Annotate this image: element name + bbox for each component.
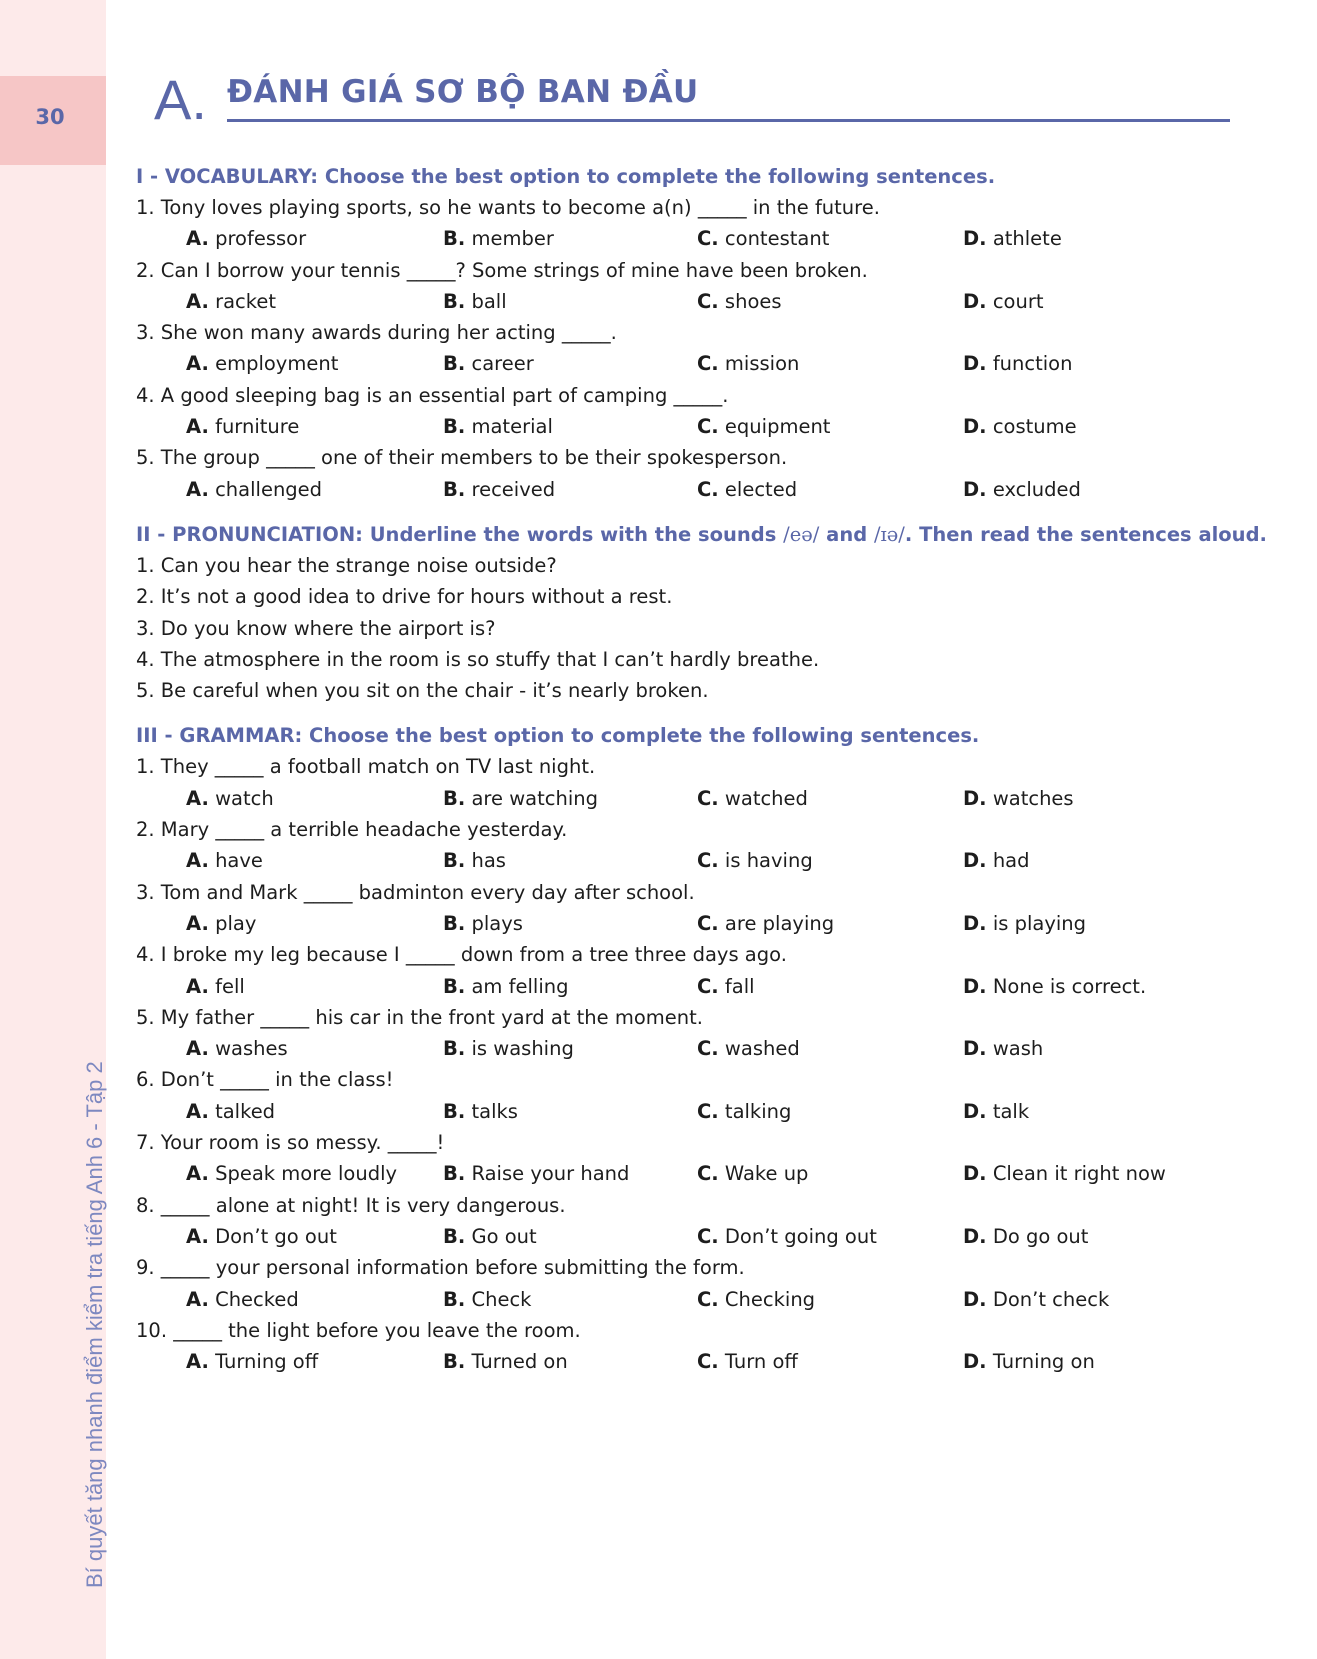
option-letter: C. — [697, 786, 719, 810]
option-b — [443, 348, 534, 379]
answer-options — [136, 411, 1236, 442]
option-letter: C. — [697, 415, 719, 439]
option-letter: B. — [443, 1162, 466, 1186]
option-text: washes — [215, 1037, 288, 1061]
answer-options — [136, 1346, 1236, 1377]
option-letter: B. — [443, 415, 466, 439]
answer-options — [136, 348, 1236, 379]
option-letter: C. — [697, 1287, 719, 1311]
option-letter: B. — [443, 1350, 466, 1374]
option-text: watch — [215, 786, 274, 810]
option-letter: D. — [963, 849, 987, 873]
option-letter: D. — [963, 911, 987, 935]
option-a — [186, 1158, 397, 1189]
answer-options — [136, 971, 1236, 1002]
option-letter: A. — [186, 1350, 209, 1374]
option-c — [697, 1221, 877, 1252]
option-letter: D. — [963, 786, 987, 810]
question-text: 7. Your room is so messy. _____! — [136, 1131, 445, 1155]
option-c — [697, 1284, 815, 1315]
option-text: washed — [724, 1037, 800, 1061]
option-text: costume — [992, 415, 1077, 439]
option-a — [186, 1096, 275, 1127]
option-a — [186, 845, 263, 876]
option-letter: A. — [186, 415, 209, 439]
option-text: equipment — [724, 415, 831, 439]
option-c — [697, 845, 813, 876]
option-letter: A. — [186, 974, 209, 998]
option-letter: B. — [443, 477, 466, 501]
option-text: is playing — [992, 911, 1087, 935]
option-c — [697, 1096, 791, 1127]
option-letter: C. — [697, 1162, 719, 1186]
option-letter: C. — [697, 974, 719, 998]
option-letter: B. — [443, 1037, 466, 1061]
option-text: talk — [992, 1099, 1030, 1123]
page-number: 30 — [35, 105, 65, 129]
option-letter: D. — [963, 352, 987, 376]
question-text: 6. Don’t _____ in the class! — [136, 1068, 394, 1092]
grammar-questions — [136, 751, 1236, 1377]
option-b — [443, 783, 598, 814]
answer-options — [136, 474, 1236, 505]
option-text: court — [992, 289, 1044, 313]
option-text: talks — [471, 1099, 518, 1123]
option-a — [186, 1346, 318, 1377]
option-text: play — [215, 911, 257, 935]
option-c — [697, 908, 834, 939]
answer-options — [136, 908, 1236, 939]
option-text: challenged — [215, 477, 323, 501]
option-letter: C. — [697, 1224, 719, 1248]
option-text: material — [471, 415, 553, 439]
option-letter: C. — [697, 352, 719, 376]
option-letter: A. — [186, 289, 209, 313]
option-d — [963, 1096, 1029, 1127]
pronunciation-heading-post: . Then read the sentences aloud. — [904, 522, 1267, 546]
option-letter: A. — [186, 227, 209, 251]
option-text: has — [471, 849, 506, 873]
option-letter: B. — [443, 227, 466, 251]
option-text: Don’t going out — [724, 1224, 877, 1248]
option-c — [697, 286, 782, 317]
option-text: are watching — [471, 786, 598, 810]
option-letter: A. — [186, 1099, 209, 1123]
answer-options — [136, 1096, 1236, 1127]
option-letter: B. — [443, 849, 466, 873]
option-text: Turning on — [992, 1350, 1095, 1374]
option-text: have — [215, 849, 263, 873]
option-text: function — [992, 352, 1073, 376]
sound-2: /ɪə/ — [873, 522, 905, 546]
option-letter: A. — [186, 849, 209, 873]
option-a — [186, 1033, 288, 1064]
question-text: 5. My father _____ his car in the front yard at the moment. — [136, 1005, 703, 1029]
option-text: excluded — [992, 477, 1081, 501]
answer-options — [136, 1221, 1236, 1252]
option-text: Raise your hand — [471, 1162, 630, 1186]
option-text: Go out — [471, 1224, 537, 1248]
option-text: Turned on — [471, 1350, 568, 1374]
question-text: 2. Mary _____ a terrible headache yesterday. — [136, 818, 568, 842]
option-letter: C. — [697, 477, 719, 501]
option-text: Checking — [724, 1287, 816, 1311]
pronunciation-heading — [136, 519, 1267, 550]
option-text: had — [992, 849, 1030, 873]
option-text: mission — [724, 352, 800, 376]
option-text: fell — [215, 974, 245, 998]
option-c — [697, 223, 829, 254]
answer-options — [136, 1033, 1236, 1064]
option-c — [697, 411, 830, 442]
option-b — [443, 1346, 568, 1377]
question-text: 4. I broke my leg because I _____ down from a tree three days ago. — [136, 943, 787, 967]
option-d — [963, 783, 1074, 814]
answer-options — [136, 783, 1236, 814]
option-letter: B. — [443, 352, 466, 376]
question-text: 10. _____ the light before you leave the room. — [136, 1318, 581, 1342]
option-a — [186, 1284, 299, 1315]
option-text: Turning off — [215, 1350, 319, 1374]
option-letter: C. — [697, 289, 719, 313]
option-text: Clean it right now — [992, 1162, 1166, 1186]
question-text: 1. They _____ a football match on TV last night. — [136, 755, 596, 779]
question-text: 4. A good sleeping bag is an essential part of camping _____. — [136, 383, 729, 407]
option-text: Don’t go out — [215, 1224, 337, 1248]
option-letter: C. — [697, 849, 719, 873]
option-d — [963, 1033, 1043, 1064]
option-text: Check — [471, 1287, 532, 1311]
option-b — [443, 223, 554, 254]
option-d — [963, 1158, 1166, 1189]
option-letter: B. — [443, 289, 466, 313]
option-letter: D. — [963, 1099, 987, 1123]
option-text: watches — [992, 786, 1074, 810]
option-text: elected — [724, 477, 798, 501]
option-c — [697, 783, 808, 814]
option-a — [186, 783, 274, 814]
option-text: talked — [215, 1099, 276, 1123]
option-letter: B. — [443, 974, 466, 998]
option-a — [186, 223, 306, 254]
option-text: watched — [724, 786, 808, 810]
option-letter: A. — [186, 1287, 209, 1311]
option-text: employment — [215, 352, 339, 376]
answer-options — [136, 845, 1236, 876]
option-b — [443, 474, 555, 505]
book-title-vertical: Bí quyết tăng nhanh điểm kiểm tra tiếng Anh 6 - Tập 2 — [82, 1061, 107, 1588]
option-letter: D. — [963, 227, 987, 251]
option-letter: A. — [186, 352, 209, 376]
option-d — [963, 1284, 1109, 1315]
option-text: fall — [724, 974, 755, 998]
option-a — [186, 971, 245, 1002]
option-text: Don’t check — [992, 1287, 1110, 1311]
option-d — [963, 1346, 1095, 1377]
option-letter: C. — [697, 227, 719, 251]
pronunciation-heading-mid: and — [819, 522, 874, 546]
pronunciation-heading-pre: II - PRONUNCIATION: Underline the words with the sounds — [136, 522, 784, 546]
option-letter: C. — [697, 1099, 719, 1123]
option-d — [963, 223, 1062, 254]
option-d — [963, 1221, 1088, 1252]
option-letter: D. — [963, 477, 987, 501]
pronunciation-sentence: 3. Do you know where the airport is? — [136, 616, 496, 640]
option-text: plays — [471, 911, 523, 935]
question-text: 1. Tony loves playing sports, so he wants to become a(n) _____ in the future. — [136, 196, 880, 219]
option-letter: D. — [963, 1350, 987, 1374]
option-letter: B. — [443, 786, 466, 810]
option-text: shoes — [724, 289, 782, 313]
option-c — [697, 1158, 808, 1189]
option-c — [697, 348, 799, 379]
option-c — [697, 1346, 798, 1377]
option-b — [443, 971, 568, 1002]
option-text: Speak more loudly — [215, 1162, 398, 1186]
option-b — [443, 908, 523, 939]
option-letter: A. — [186, 911, 209, 935]
option-letter: A. — [186, 477, 209, 501]
option-c — [697, 971, 755, 1002]
option-text: am felling — [471, 974, 569, 998]
option-text: wash — [992, 1037, 1044, 1061]
option-text: is having — [724, 849, 813, 873]
answer-options — [136, 286, 1236, 317]
question-text: 5. The group _____ one of their members to be their spokesperson. — [136, 446, 788, 470]
section-letter: A. — [154, 68, 207, 131]
option-text: ball — [471, 289, 507, 313]
pronunciation-sentences — [136, 550, 1236, 706]
option-d — [963, 411, 1077, 442]
option-letter: D. — [963, 415, 987, 439]
vocabulary-questions — [136, 192, 1236, 505]
option-letter: C. — [697, 1037, 719, 1061]
option-letter: D. — [963, 289, 987, 313]
option-b — [443, 845, 506, 876]
option-b — [443, 1158, 629, 1189]
answer-options — [136, 1284, 1236, 1315]
option-text: talking — [724, 1099, 792, 1123]
option-text: Do go out — [992, 1224, 1089, 1248]
option-a — [186, 474, 322, 505]
option-c — [697, 1033, 800, 1064]
option-letter: D. — [963, 1162, 987, 1186]
option-text: Wake up — [724, 1162, 809, 1186]
question-text: 3. She won many awards during her acting _____. — [136, 321, 617, 345]
option-text: member — [471, 227, 554, 251]
option-letter: B. — [443, 911, 466, 935]
option-a — [186, 908, 256, 939]
option-b — [443, 1221, 537, 1252]
option-b — [443, 286, 507, 317]
worksheet — [136, 161, 1267, 1377]
option-text: is washing — [471, 1037, 574, 1061]
option-text: None is correct. — [992, 974, 1147, 998]
option-b — [443, 1096, 518, 1127]
option-text: Turn off — [724, 1350, 798, 1374]
title-underline — [227, 119, 1230, 122]
option-a — [186, 286, 276, 317]
option-d — [963, 286, 1044, 317]
option-b — [443, 1033, 574, 1064]
question-text: 3. Tom and Mark _____ badminton every day after school. — [136, 880, 695, 904]
option-letter: B. — [443, 1099, 466, 1123]
pronunciation-sentence: 4. The atmosphere in the room is so stuffy that I can’t hardly breathe. — [136, 647, 820, 671]
option-letter: D. — [963, 974, 987, 998]
option-text: contestant — [724, 227, 830, 251]
option-text: career — [471, 352, 534, 376]
vocabulary-heading: I - VOCABULARY: Choose the best option to complete the following sentences. — [136, 165, 996, 188]
option-letter: B. — [443, 1224, 466, 1248]
pronunciation-sentence: 5. Be careful when you sit on the chair - it’s nearly broken. — [136, 679, 709, 703]
option-text: professor — [215, 227, 307, 251]
option-d — [963, 845, 1030, 876]
option-letter: A. — [186, 1162, 209, 1186]
question-text: 9. _____ your personal information before submitting the form. — [136, 1256, 745, 1280]
option-d — [963, 908, 1086, 939]
option-letter: D. — [963, 1287, 987, 1311]
section-title: ĐÁNH GIÁ SƠ BỘ BAN ĐẦU — [227, 74, 699, 110]
option-text: racket — [215, 289, 277, 313]
option-letter: D. — [963, 1037, 987, 1061]
option-a — [186, 1221, 337, 1252]
option-letter: C. — [697, 911, 719, 935]
option-letter: B. — [443, 1287, 466, 1311]
option-d — [963, 474, 1081, 505]
answer-options — [136, 1158, 1236, 1189]
option-text: are playing — [724, 911, 835, 935]
option-d — [963, 971, 1146, 1002]
option-letter: D. — [963, 1224, 987, 1248]
option-a — [186, 348, 338, 379]
pronunciation-sentence: 1. Can you hear the strange noise outside? — [136, 553, 557, 577]
option-d — [963, 348, 1072, 379]
option-letter: A. — [186, 786, 209, 810]
option-text: furniture — [215, 415, 300, 439]
option-letter: A. — [186, 1224, 209, 1248]
option-text: received — [471, 477, 556, 501]
option-b — [443, 1284, 531, 1315]
option-text: Checked — [215, 1287, 299, 1311]
option-letter: A. — [186, 1037, 209, 1061]
option-a — [186, 411, 299, 442]
option-b — [443, 411, 553, 442]
answer-options — [136, 223, 1236, 254]
pronunciation-sentence: 2. It’s not a good idea to drive for hours without a rest. — [136, 585, 673, 609]
option-letter: C. — [697, 1350, 719, 1374]
option-text: athlete — [992, 227, 1062, 251]
grammar-heading: III - GRAMMAR: Choose the best option to complete the following sentences. — [136, 724, 980, 748]
question-text: 2. Can I borrow your tennis _____? Some strings of mine have been broken. — [136, 258, 868, 282]
question-text: 8. _____ alone at night! It is very dangerous. — [136, 1193, 566, 1217]
sound-1: /eə/ — [783, 522, 820, 546]
option-c — [697, 474, 797, 505]
